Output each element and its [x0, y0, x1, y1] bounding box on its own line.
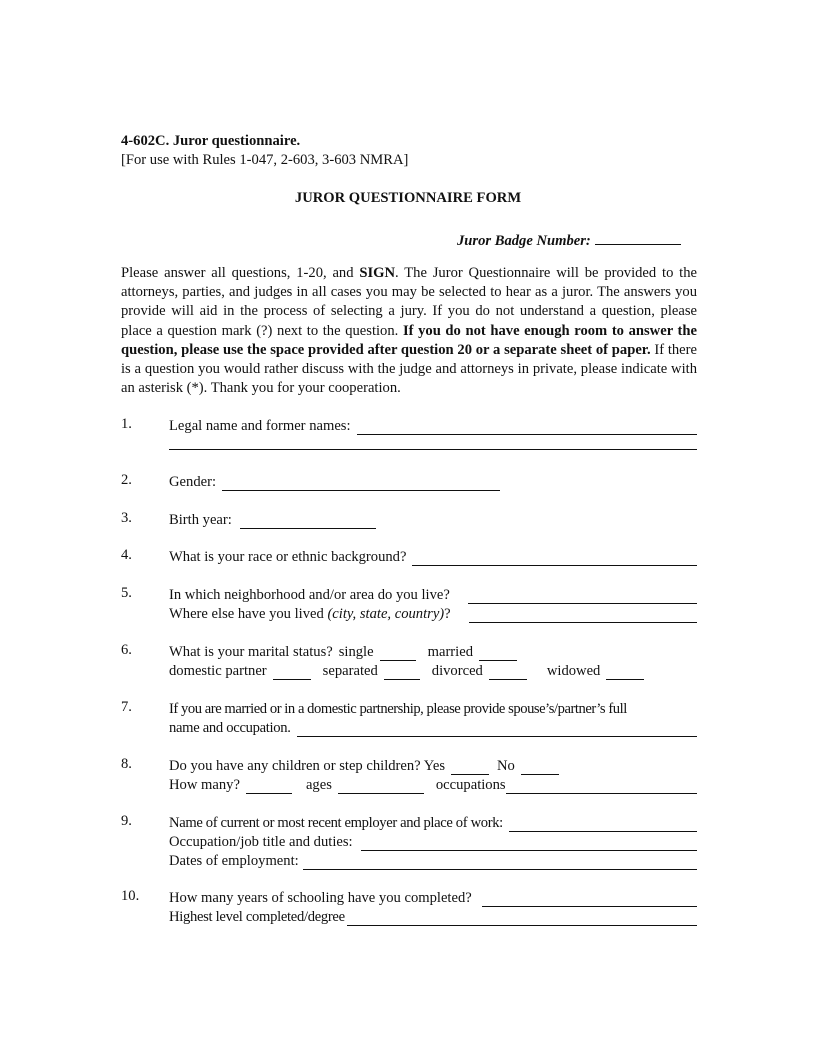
question-number: 5.: [121, 585, 132, 601]
neighborhood-answer-line[interactable]: [468, 589, 697, 604]
intro-text-1: Please answer all questions, 1-20, and: [121, 265, 360, 281]
question-number: 4.: [121, 547, 132, 563]
marital-label: What is your marital status?: [169, 644, 333, 660]
question-number: 10.: [121, 888, 140, 904]
question-number: 6.: [121, 642, 132, 658]
divorced-label: divorced: [431, 663, 483, 679]
married-blank[interactable]: [479, 646, 517, 661]
lived-label: Where else have you lived: [169, 606, 328, 622]
ages-blank[interactable]: [338, 779, 424, 794]
spouse-label: If you are married or in a domestic partnership, please provide spouse’s/partner’s full: [169, 701, 627, 717]
dates-answer-line[interactable]: [303, 855, 697, 870]
name-answer-line[interactable]: [357, 420, 697, 435]
how-many-label: How many?: [169, 777, 240, 793]
intro-bold: If you do not have enough room to answer the question, please use the space provided after question 20 or a separate sheet of paper.: [121, 322, 697, 358]
question-label: What is your race or ethnic background?: [169, 549, 407, 565]
ages-label: ages: [305, 777, 332, 793]
question-number: 1.: [121, 416, 132, 432]
race-answer-line[interactable]: [412, 551, 697, 566]
domestic-blank[interactable]: [273, 665, 311, 680]
lived-hint: (city, state, country): [327, 606, 445, 622]
occupation-label: Occupation/job title and duties:: [169, 834, 353, 850]
question-number: 7.: [121, 699, 132, 715]
occupations-answer-line[interactable]: [506, 779, 697, 794]
divorced-blank[interactable]: [489, 665, 527, 680]
no-label: No: [497, 758, 515, 774]
spouse-answer-line[interactable]: [297, 722, 697, 737]
rules-reference: [For use with Rules 1-047, 2-603, 3-603 NMRA]: [121, 152, 409, 168]
separated-label: separated: [322, 663, 378, 679]
lived-qmark: ?: [444, 606, 451, 622]
gender-answer-line[interactable]: [222, 476, 500, 491]
degree-answer-line[interactable]: [347, 911, 697, 926]
employer-label: Name of current or most recent employer and place of work:: [169, 815, 503, 831]
intro-text-3: If there is a question you would rather discuss with the judge and attorneys in private, please indicate with an asterisk (*). Thank you for your cooperation.: [121, 341, 697, 397]
spouse-label-b: name and occupation.: [169, 720, 291, 736]
married-label: married: [427, 644, 473, 660]
question-label-b: [169, 606, 451, 623]
question-number: 3.: [121, 510, 132, 526]
children-yes-blank[interactable]: [451, 760, 489, 775]
form-number-title: 4-602C. Juror questionnaire.: [121, 133, 301, 149]
badge-number-blank[interactable]: [595, 229, 681, 245]
widowed-label: widowed: [546, 663, 601, 679]
single-blank[interactable]: [380, 646, 416, 661]
name-answer-line-2[interactable]: [169, 449, 697, 450]
occupations-label: occupations: [435, 777, 506, 793]
question-number: 9.: [121, 813, 132, 829]
intro-text-2: . The Juror Questionnaire will be provided to the attorneys, parties, and judges in all cases you may be selected to hear as a juror. The answers you provide will aid in the process of selecting a jury. If you do not understand a question, please place a question mark (?) next to the question.: [121, 265, 698, 339]
domestic-label: domestic partner: [169, 663, 267, 679]
question-number: 8.: [121, 756, 132, 772]
widowed-blank[interactable]: [606, 665, 644, 680]
occupation-answer-line[interactable]: [361, 836, 697, 851]
birth-year-answer-line[interactable]: [240, 514, 376, 529]
question-label: Gender:: [169, 474, 217, 490]
form-title: JUROR QUESTIONNAIRE FORM: [294, 190, 522, 206]
question-label: Birth year:: [169, 512, 232, 528]
badge-label: Juror Badge Number:: [457, 233, 591, 249]
schooling-answer-line[interactable]: [482, 892, 697, 907]
question-number: 2.: [121, 472, 132, 488]
how-many-blank[interactable]: [246, 779, 292, 794]
schooling-label: How many years of schooling have you completed?: [169, 890, 472, 906]
single-label: single: [338, 644, 374, 660]
children-no-blank[interactable]: [521, 760, 559, 775]
juror-badge-field[interactable]: [457, 229, 681, 250]
degree-label: Highest level completed/degree: [169, 909, 345, 925]
intro-sign: SIGN: [359, 265, 396, 281]
question-label: In which neighborhood and/or area do you live?: [169, 587, 450, 603]
separated-blank[interactable]: [384, 665, 420, 680]
instructions-paragraph: [121, 264, 697, 398]
question-label: Legal name and former names:: [169, 418, 351, 434]
children-label: Do you have any children or step children? Yes: [169, 758, 445, 774]
lived-elsewhere-answer-line[interactable]: [469, 608, 697, 623]
dates-label: Dates of employment:: [169, 853, 299, 869]
employer-answer-line[interactable]: [509, 817, 697, 832]
